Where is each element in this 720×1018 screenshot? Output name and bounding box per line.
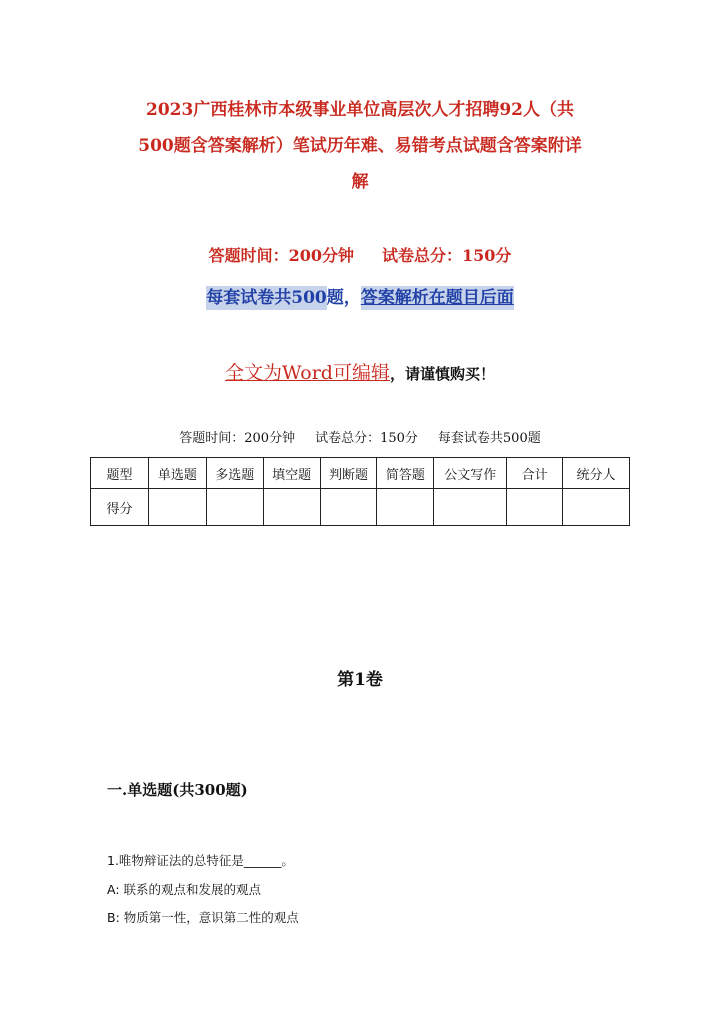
score-cell [320, 489, 377, 526]
section-heading: 一.单选题(共300题) [107, 781, 248, 799]
title-line-2: 500题含答案解析）笔试历年难、易错考点试题含答案附详 [138, 136, 582, 156]
editable-notice [0, 358, 720, 385]
exam-meta [0, 243, 720, 266]
score-table-score-row [91, 489, 630, 526]
editable-black-text: ，请谨慎购买！ [389, 365, 495, 383]
info-score: 试卷总分：150分 [315, 431, 418, 446]
score-cell [206, 489, 263, 526]
header-cell: 多选题 [206, 458, 263, 489]
document-title [100, 92, 620, 200]
question-option-b: B: 物质第一性，意识第二性的观点 [107, 910, 299, 925]
header-cell: 统分人 [563, 458, 630, 489]
info-count: 每套试卷共500题 [437, 431, 541, 446]
question-count-notice [0, 283, 720, 308]
answer-time: 答题时间：200分钟 [208, 246, 354, 265]
header-cell: 判断题 [320, 458, 377, 489]
header-cell: 题型 [91, 458, 149, 489]
score-cell [263, 489, 320, 526]
header-cell: 公文写作 [434, 458, 507, 489]
score-table-header-row [91, 458, 630, 489]
header-cell: 填空题 [263, 458, 320, 489]
header-cell: 简答题 [377, 458, 434, 489]
score-cell [148, 489, 206, 526]
score-cell [434, 489, 507, 526]
score-cell [377, 489, 434, 526]
score-cell [507, 489, 563, 526]
question-stem: 1.唯物辩证法的总特征是______。 [107, 853, 294, 868]
total-score: 试卷总分：150分 [382, 246, 512, 265]
score-table [90, 457, 630, 526]
exam-info [0, 427, 720, 446]
title-line-1: 2023广西桂林市本级事业单位高层次人才招聘92人（共 [146, 100, 574, 120]
header-cell: 单选题 [148, 458, 206, 489]
notice-count: 500 [291, 288, 327, 308]
notice-part-3: 题， [326, 288, 361, 308]
question-option-a: A: 联系的观点和发展的观点 [107, 882, 262, 897]
editable-red-text: 全文为Word可编辑 [225, 362, 390, 384]
title-line-3: 解 [351, 172, 369, 192]
answer-location-link[interactable]: 答案解析在题目后面 [360, 288, 514, 308]
score-cell [563, 489, 630, 526]
info-time: 答题时间：200分钟 [179, 431, 296, 446]
score-row-label: 得分 [91, 489, 149, 526]
volume-heading: 第1卷 [337, 670, 383, 690]
notice-part-1: 每套试卷共 [206, 288, 292, 308]
header-cell: 合计 [507, 458, 563, 489]
